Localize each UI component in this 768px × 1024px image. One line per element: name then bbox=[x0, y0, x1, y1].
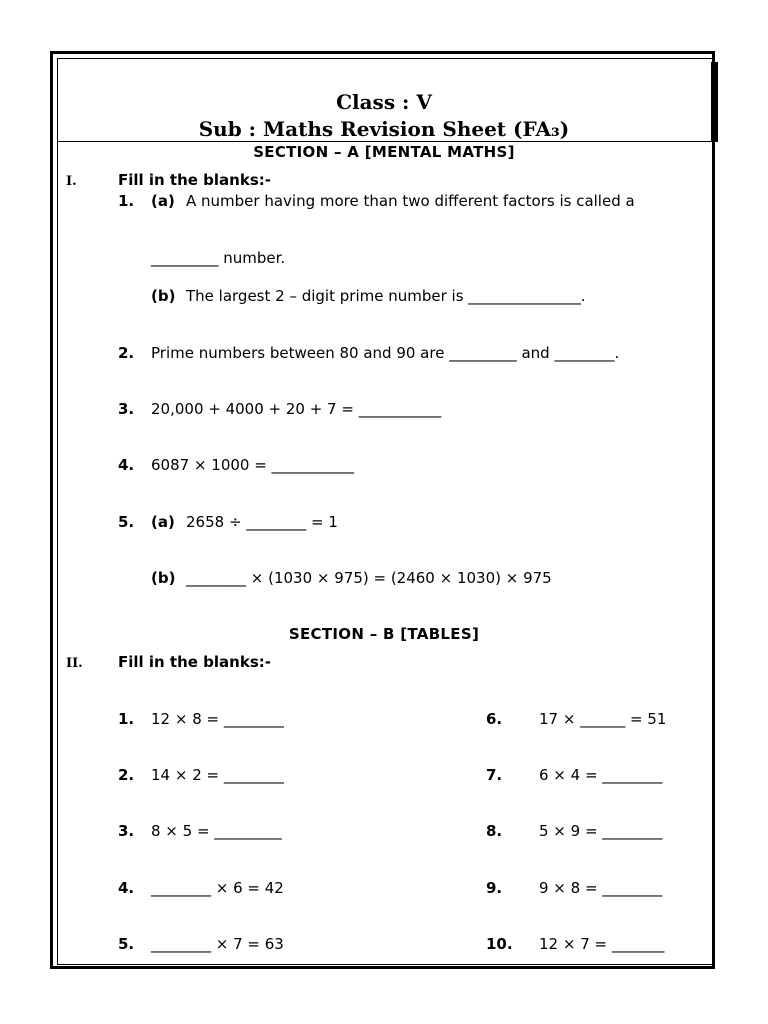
table-left-number: 5. bbox=[118, 935, 135, 953]
q4-number: 4. bbox=[118, 456, 135, 474]
table-left-text: 12 × 8 = ________ bbox=[151, 710, 284, 728]
table-left-number: 3. bbox=[118, 822, 135, 840]
table-right-number: 9. bbox=[486, 879, 503, 897]
q5b-label: (b) bbox=[151, 569, 176, 587]
table-left-text: ________ × 7 = 63 bbox=[151, 935, 284, 953]
q1a-label: (a) bbox=[151, 192, 175, 210]
q1-number: 1. bbox=[118, 192, 135, 210]
q5a-text: 2658 ÷ ________ = 1 bbox=[186, 513, 338, 531]
table-right-text: 6 × 4 = ________ bbox=[539, 766, 663, 784]
q1a-text-line1: A number having more than two different factors is called a bbox=[186, 192, 635, 210]
table-right-number: 7. bbox=[486, 766, 503, 784]
section-b-roman: II. bbox=[66, 656, 83, 671]
q4-text: 6087 × 1000 = ___________ bbox=[151, 456, 355, 474]
q5a-label: (a) bbox=[151, 513, 175, 531]
q1b-label: (b) bbox=[151, 287, 176, 305]
q5-number: 5. bbox=[118, 513, 135, 531]
table-left-number: 2. bbox=[118, 766, 135, 784]
q1a-text-line2: _________ number. bbox=[151, 249, 286, 267]
q2-text: Prime numbers between 80 and 90 are _________ and ________. bbox=[151, 344, 620, 362]
table-left-text: ________ × 6 = 42 bbox=[151, 879, 284, 897]
section-a-instruction: Fill in the blanks:- bbox=[118, 171, 271, 189]
class-title: Class : V bbox=[336, 90, 432, 114]
section-a-roman: I. bbox=[66, 174, 77, 189]
section-a-heading: SECTION – A [MENTAL MATHS] bbox=[253, 143, 515, 161]
table-right-number: 10. bbox=[486, 935, 513, 953]
table-right-text: 9 × 8 = ________ bbox=[539, 879, 663, 897]
q5b-text: ________ × (1030 × 975) = (2460 × 1030) × 975 bbox=[186, 569, 552, 587]
table-left-text: 8 × 5 = _________ bbox=[151, 822, 282, 840]
table-left-text: 14 × 2 = ________ bbox=[151, 766, 284, 784]
q3-number: 3. bbox=[118, 400, 135, 418]
subject-title: Sub : Maths Revision Sheet (FA₃) bbox=[198, 117, 570, 141]
table-left-number: 1. bbox=[118, 710, 135, 728]
table-right-number: 6. bbox=[486, 710, 503, 728]
table-right-text: 17 × ______ = 51 bbox=[539, 710, 667, 728]
table-right-text: 12 × 7 = _______ bbox=[539, 935, 665, 953]
table-right-text: 5 × 9 = ________ bbox=[539, 822, 663, 840]
section-b-instruction: Fill in the blanks:- bbox=[118, 653, 271, 671]
header-divider bbox=[57, 141, 713, 142]
q1b-text: The largest 2 – digit prime number is _______________. bbox=[186, 287, 586, 305]
q3-text: 20,000 + 4000 + 20 + 7 = ___________ bbox=[151, 400, 442, 418]
section-b-heading: SECTION – B [TABLES] bbox=[288, 625, 480, 643]
table-left-number: 4. bbox=[118, 879, 135, 897]
table-right-number: 8. bbox=[486, 822, 503, 840]
q2-number: 2. bbox=[118, 344, 135, 362]
